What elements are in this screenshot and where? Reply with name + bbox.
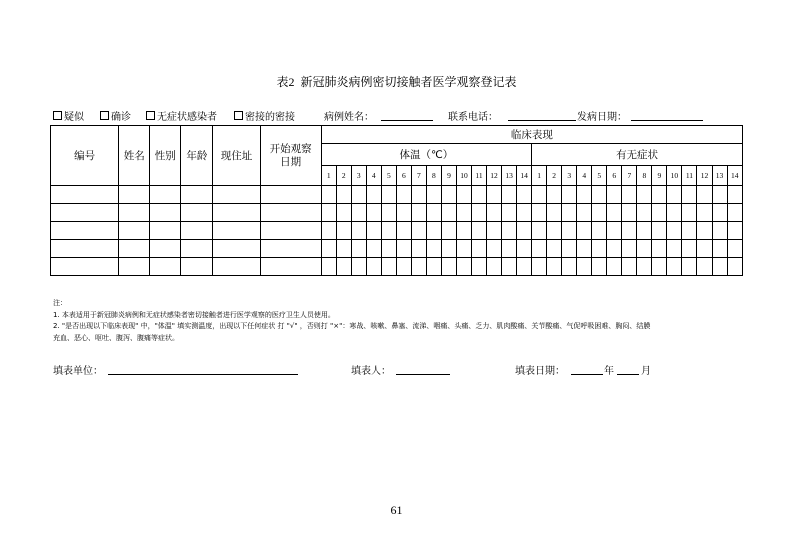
table-cell[interactable] — [682, 222, 697, 240]
table-cell[interactable] — [321, 240, 336, 258]
table-cell[interactable] — [181, 204, 213, 222]
table-cell[interactable] — [697, 204, 712, 222]
table-cell[interactable] — [441, 258, 456, 276]
table-cell[interactable] — [562, 186, 577, 204]
table-cell[interactable] — [607, 258, 622, 276]
table-cell[interactable] — [727, 240, 742, 258]
table-cell[interactable] — [577, 204, 592, 222]
table-cell[interactable] — [119, 186, 150, 204]
temperature-day-number: 13 — [502, 166, 517, 186]
table-cell[interactable] — [652, 222, 667, 240]
table-cell[interactable] — [336, 186, 351, 204]
temperature-day-number: 2 — [336, 166, 351, 186]
table-cell[interactable] — [547, 204, 562, 222]
table-cell[interactable] — [607, 240, 622, 258]
table-cell[interactable] — [411, 240, 426, 258]
symptoms-day-number: 10 — [667, 166, 682, 186]
table-cell[interactable] — [456, 222, 471, 240]
table-cell[interactable] — [336, 204, 351, 222]
table-cell[interactable] — [667, 240, 682, 258]
header-age: 年龄 — [181, 126, 213, 186]
table-cell[interactable] — [622, 258, 637, 276]
table-cell[interactable] — [351, 240, 366, 258]
table-cell[interactable] — [119, 258, 150, 276]
table-cell[interactable] — [119, 204, 150, 222]
table-row — [51, 186, 743, 204]
page-number: 61 — [390, 503, 403, 517]
onset-date-field[interactable] — [631, 120, 703, 121]
notes — [53, 298, 743, 344]
table-cell[interactable] — [577, 186, 592, 204]
table-cell[interactable] — [366, 240, 381, 258]
table-row — [51, 258, 743, 276]
table-cell[interactable] — [51, 204, 119, 222]
table-cell[interactable] — [727, 186, 742, 204]
table-cell[interactable] — [487, 222, 502, 240]
table-cell[interactable] — [456, 186, 471, 204]
table-cell[interactable] — [441, 240, 456, 258]
table-cell[interactable] — [260, 258, 321, 276]
table-cell[interactable] — [547, 240, 562, 258]
table-cell[interactable] — [472, 204, 487, 222]
table-cell[interactable] — [150, 222, 181, 240]
table-cell[interactable] — [577, 240, 592, 258]
table-cell[interactable] — [652, 186, 667, 204]
checkbox-label: 无症状感染者 — [157, 112, 217, 123]
onset-date-label: 发病日期： — [577, 112, 627, 123]
case-name-field[interactable] — [381, 120, 433, 121]
table-cell[interactable] — [366, 258, 381, 276]
table-cell[interactable] — [637, 186, 652, 204]
unit-label: 填表单位： — [53, 366, 103, 377]
checkbox-secondary-contact[interactable] — [234, 108, 295, 123]
table-cell[interactable] — [181, 222, 213, 240]
header-start-date: 开始观察日期 — [260, 126, 321, 186]
table-cell[interactable] — [667, 186, 682, 204]
table-number: 表2 — [276, 75, 295, 89]
table-cell[interactable] — [727, 258, 742, 276]
table-cell[interactable] — [712, 222, 727, 240]
symptoms-day-number: 3 — [562, 166, 577, 186]
symptoms-day-number: 4 — [577, 166, 592, 186]
table-cell[interactable] — [213, 240, 260, 258]
header-sex: 性别 — [150, 126, 181, 186]
table-cell[interactable] — [637, 258, 652, 276]
table-cell[interactable] — [697, 186, 712, 204]
table-cell[interactable] — [213, 204, 260, 222]
table-cell[interactable] — [472, 258, 487, 276]
table-cell[interactable] — [652, 204, 667, 222]
temperature-day-number: 9 — [441, 166, 456, 186]
unit-field[interactable] — [108, 374, 298, 375]
table-cell[interactable] — [532, 258, 547, 276]
checkbox-box[interactable] — [234, 111, 243, 120]
fill-month-field[interactable] — [617, 374, 639, 375]
symptoms-day-number: 2 — [547, 166, 562, 186]
table-cell[interactable] — [562, 204, 577, 222]
table-cell[interactable] — [502, 240, 517, 258]
table-cell[interactable] — [682, 186, 697, 204]
form-footer — [53, 362, 753, 378]
table-cell[interactable] — [517, 222, 532, 240]
table-cell[interactable] — [213, 186, 260, 204]
note-2-continued: 充血、恶心、呕吐、腹泻、腹痛等症状。 — [53, 333, 179, 342]
table-cell[interactable] — [667, 258, 682, 276]
table-cell[interactable] — [381, 186, 396, 204]
checkbox-box[interactable] — [53, 111, 62, 120]
temperature-day-number: 3 — [351, 166, 366, 186]
table-cell[interactable] — [181, 186, 213, 204]
table-cell[interactable] — [456, 240, 471, 258]
table-cell[interactable] — [592, 240, 607, 258]
table-cell[interactable] — [381, 204, 396, 222]
table-title-text: 新冠肺炎病例密切接触者医学观察登记表 — [300, 75, 517, 89]
table-cell[interactable] — [119, 240, 150, 258]
table-cell[interactable] — [517, 186, 532, 204]
table-cell[interactable] — [51, 186, 119, 204]
table-cell[interactable] — [652, 258, 667, 276]
table-cell[interactable] — [697, 222, 712, 240]
table-cell[interactable] — [697, 258, 712, 276]
year-label: 年 — [604, 366, 614, 377]
table-cell[interactable] — [426, 204, 441, 222]
observation-table — [50, 125, 743, 276]
table-cell[interactable] — [487, 204, 502, 222]
table-cell[interactable] — [426, 222, 441, 240]
temperature-day-number: 10 — [456, 166, 471, 186]
checkbox-confirmed[interactable] — [100, 108, 131, 123]
table-cell[interactable] — [381, 258, 396, 276]
table-cell[interactable] — [577, 258, 592, 276]
table-cell[interactable] — [51, 258, 119, 276]
table-cell[interactable] — [411, 204, 426, 222]
table-cell[interactable] — [607, 222, 622, 240]
table-cell[interactable] — [150, 186, 181, 204]
table-cell[interactable] — [441, 204, 456, 222]
table-cell[interactable] — [366, 222, 381, 240]
table-cell[interactable] — [336, 240, 351, 258]
checkbox-label: 密接的密接 — [245, 112, 295, 123]
table-cell[interactable] — [396, 186, 411, 204]
table-cell[interactable] — [396, 204, 411, 222]
table-cell[interactable] — [260, 222, 321, 240]
table-cell[interactable] — [381, 240, 396, 258]
note-1: 1. 本表适用于新冠肺炎病例和无症状感染者密切接触者进行医学观察的医疗卫生人员使用。 — [53, 310, 335, 319]
symptoms-day-number: 5 — [592, 166, 607, 186]
table-cell[interactable] — [181, 240, 213, 258]
case-type-row — [53, 108, 753, 124]
symptoms-day-number: 14 — [727, 166, 742, 186]
table-cell[interactable] — [562, 222, 577, 240]
table-cell[interactable] — [532, 240, 547, 258]
table-cell[interactable] — [517, 240, 532, 258]
table-cell[interactable] — [622, 222, 637, 240]
table-cell[interactable] — [712, 186, 727, 204]
table-cell[interactable] — [321, 204, 336, 222]
table-cell[interactable] — [547, 222, 562, 240]
table-cell[interactable] — [351, 258, 366, 276]
table-row — [51, 240, 743, 258]
table-cell[interactable] — [366, 186, 381, 204]
table-cell[interactable] — [150, 204, 181, 222]
contact-phone-field[interactable] — [508, 120, 576, 121]
table-cell[interactable] — [396, 258, 411, 276]
fill-year-field[interactable] — [571, 374, 603, 375]
table-cell[interactable] — [213, 222, 260, 240]
table-cell[interactable] — [351, 204, 366, 222]
checkbox-label: 确诊 — [111, 112, 131, 123]
table-cell[interactable] — [472, 186, 487, 204]
table-cell[interactable] — [336, 222, 351, 240]
header-clinical: 临床表现 — [321, 126, 742, 144]
table-cell[interactable] — [652, 240, 667, 258]
checkbox-box[interactable] — [146, 111, 155, 120]
table-cell[interactable] — [396, 222, 411, 240]
table-cell[interactable] — [51, 222, 119, 240]
filler-field[interactable] — [396, 374, 450, 375]
table-cell[interactable] — [622, 186, 637, 204]
table-cell[interactable] — [622, 240, 637, 258]
symptoms-day-number: 9 — [652, 166, 667, 186]
table-cell[interactable] — [607, 186, 622, 204]
table-cell[interactable] — [411, 258, 426, 276]
temperature-day-number: 12 — [487, 166, 502, 186]
table-cell[interactable] — [396, 240, 411, 258]
table-cell[interactable] — [426, 186, 441, 204]
table-cell[interactable] — [487, 240, 502, 258]
month-label: 月 — [641, 366, 651, 377]
table-cell[interactable] — [562, 240, 577, 258]
header-temperature: 体温（℃） — [321, 144, 531, 166]
table-cell[interactable] — [321, 222, 336, 240]
table-cell[interactable] — [441, 186, 456, 204]
table-cell[interactable] — [667, 222, 682, 240]
table-cell[interactable] — [456, 204, 471, 222]
table-cell[interactable] — [411, 222, 426, 240]
contact-phone-label: 联系电话： — [448, 112, 498, 123]
table-cell[interactable] — [426, 240, 441, 258]
table-cell[interactable] — [712, 240, 727, 258]
notes-heading: 注： — [53, 299, 67, 307]
table-cell[interactable] — [502, 258, 517, 276]
table-cell[interactable] — [426, 258, 441, 276]
temperature-day-number: 8 — [426, 166, 441, 186]
table-cell[interactable] — [607, 204, 622, 222]
table-cell[interactable] — [411, 186, 426, 204]
checkbox-suspected[interactable] — [53, 108, 84, 123]
checkbox-label: 疑似 — [64, 112, 84, 123]
filler-label: 填表人： — [351, 366, 391, 377]
table-cell[interactable] — [366, 204, 381, 222]
table-cell[interactable] — [502, 204, 517, 222]
table-cell[interactable] — [727, 222, 742, 240]
table-cell[interactable] — [532, 204, 547, 222]
table-cell[interactable] — [321, 258, 336, 276]
table-cell[interactable] — [562, 258, 577, 276]
case-name-label: 病例姓名： — [324, 112, 374, 123]
table-cell[interactable] — [336, 258, 351, 276]
table-cell[interactable] — [502, 222, 517, 240]
table-cell[interactable] — [592, 204, 607, 222]
note-2: 2. "是否出现以下临床表现" 中，"体温" 填实测温度，出现以下任何症状 打 "√" ，否则打 "×"：寒战、咳嗽、鼻塞、流涕、咽痛、头痛、乏力、肌肉酸痛、关节酸痛、气促呼吸困难、胸闷、结膜 — [53, 322, 651, 330]
table-cell[interactable] — [682, 240, 697, 258]
table-cell[interactable] — [697, 240, 712, 258]
symptoms-day-number: 7 — [622, 166, 637, 186]
table-cell[interactable] — [532, 222, 547, 240]
table-cell[interactable] — [260, 186, 321, 204]
table-row — [51, 204, 743, 222]
table-cell[interactable] — [351, 186, 366, 204]
symptoms-day-number: 13 — [712, 166, 727, 186]
fill-date-label: 填表日期： — [515, 366, 565, 377]
temperature-day-number: 14 — [517, 166, 532, 186]
table-cell[interactable] — [592, 222, 607, 240]
table-cell[interactable] — [592, 258, 607, 276]
table-cell[interactable] — [321, 186, 336, 204]
table-cell[interactable] — [622, 204, 637, 222]
table-cell[interactable] — [260, 240, 321, 258]
table-cell[interactable] — [637, 222, 652, 240]
page-title — [0, 73, 793, 90]
table-row — [51, 222, 743, 240]
table-cell[interactable] — [441, 222, 456, 240]
table-cell[interactable] — [592, 186, 607, 204]
table-cell[interactable] — [637, 204, 652, 222]
table-cell[interactable] — [260, 204, 321, 222]
table-cell[interactable] — [472, 222, 487, 240]
table-cell[interactable] — [213, 258, 260, 276]
temperature-day-number: 4 — [366, 166, 381, 186]
temperature-day-number: 11 — [472, 166, 487, 186]
symptoms-day-number: 8 — [637, 166, 652, 186]
table-cell[interactable] — [150, 258, 181, 276]
header-symptoms: 有无症状 — [532, 144, 743, 166]
table-cell[interactable] — [532, 186, 547, 204]
table-cell[interactable] — [351, 222, 366, 240]
table-cell[interactable] — [472, 240, 487, 258]
table-cell[interactable] — [119, 222, 150, 240]
table-cell[interactable] — [150, 240, 181, 258]
table-cell[interactable] — [667, 204, 682, 222]
symptoms-day-number: 1 — [532, 166, 547, 186]
symptoms-day-number: 12 — [697, 166, 712, 186]
table-cell[interactable] — [637, 240, 652, 258]
temperature-day-number: 1 — [321, 166, 336, 186]
temperature-day-number: 6 — [396, 166, 411, 186]
table-cell[interactable] — [682, 258, 697, 276]
checkbox-asymptomatic[interactable] — [146, 108, 217, 123]
table-cell[interactable] — [547, 186, 562, 204]
table-cell[interactable] — [381, 222, 396, 240]
header-name: 姓名 — [119, 126, 150, 186]
temperature-day-number: 7 — [411, 166, 426, 186]
temperature-day-number: 5 — [381, 166, 396, 186]
header-id: 编号 — [51, 126, 119, 186]
table-cell[interactable] — [517, 258, 532, 276]
checkbox-box[interactable] — [100, 111, 109, 120]
header-address: 现住址 — [213, 126, 260, 186]
table-cell[interactable] — [487, 186, 502, 204]
table-cell[interactable] — [502, 186, 517, 204]
table-cell[interactable] — [682, 204, 697, 222]
table-cell[interactable] — [577, 222, 592, 240]
table-cell[interactable] — [547, 258, 562, 276]
table-cell[interactable] — [487, 258, 502, 276]
table-cell[interactable] — [712, 204, 727, 222]
table-cell[interactable] — [727, 204, 742, 222]
symptoms-day-number: 6 — [607, 166, 622, 186]
table-cell[interactable] — [517, 204, 532, 222]
table-cell[interactable] — [51, 240, 119, 258]
symptoms-day-number: 11 — [682, 166, 697, 186]
table-cell[interactable] — [456, 258, 471, 276]
table-cell[interactable] — [712, 258, 727, 276]
table-cell[interactable] — [181, 258, 213, 276]
